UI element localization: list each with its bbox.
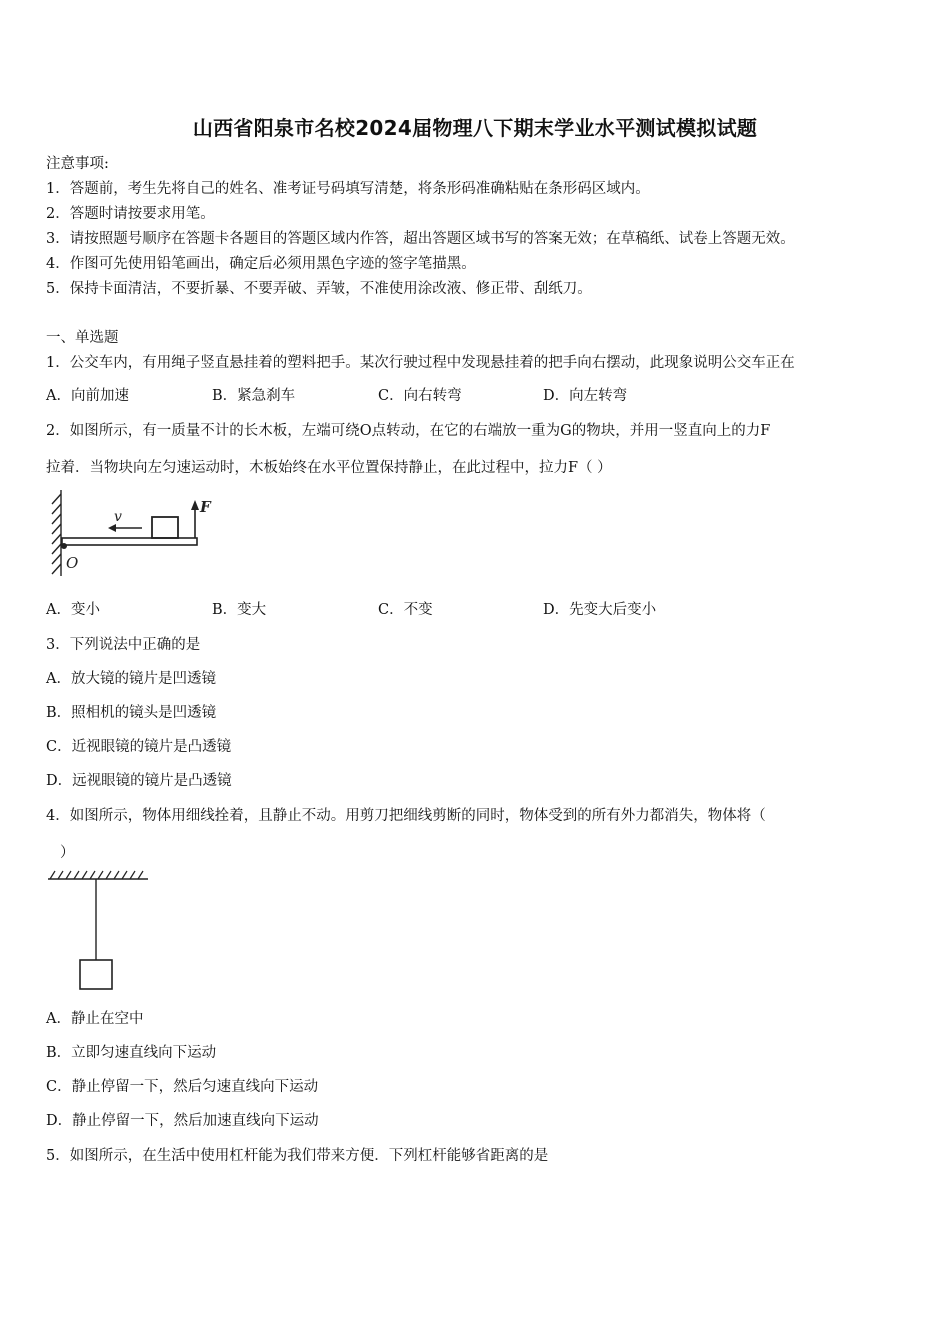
q3-option-b: B．照相机的镜头是凹透镜 <box>46 705 217 721</box>
q1-option-d: D．向左转弯 <box>543 388 628 404</box>
notice-heading: 注意事项: <box>46 156 109 172</box>
q3-option-c: C．近视眼镜的镜片是凸透镜 <box>46 739 232 755</box>
lever-diagram <box>44 488 224 580</box>
q1-option-c: C．向右转弯 <box>378 388 462 404</box>
wall-hatch <box>52 490 61 576</box>
wooden-board <box>62 538 197 545</box>
q2-option-d: D．先变大后变小 <box>543 602 657 618</box>
block <box>152 517 178 538</box>
velocity-label: v <box>114 509 122 525</box>
question-5-text: 5．如图所示，在生活中使用杠杆能为我们带来方便．下列杠杆能够省距离的是 <box>46 1148 549 1164</box>
q2-option-a: A．变小 <box>46 602 100 618</box>
q2-option-c: C．不变 <box>378 602 433 618</box>
hanging-block <box>80 960 112 989</box>
q4-option-c: C．静止停留一下，然后匀速直线向下运动 <box>46 1079 319 1095</box>
question-1-text: 1．公交车内，有用绳子竖直悬挂着的塑料把手。某次行驶过程中发现悬挂着的把手向右摆动，此现象说明公交车正在 <box>46 355 795 371</box>
q3-option-a: A．放大镜的镜片是凹透镜 <box>46 671 216 687</box>
notice-item: 4．作图可先使用铅笔画出，确定后必须用黑色字迹的签字笔描黑。 <box>46 256 476 272</box>
page-title: 山西省阳泉市名校2024届物理八下期末学业水平测试模拟试题 <box>192 116 758 140</box>
pivot-label: O <box>66 554 79 572</box>
q4-option-d: D．静止停留一下，然后加速直线向下运动 <box>46 1113 319 1129</box>
q2-option-b: B．变大 <box>212 602 267 618</box>
question-2-text-cont: 拉着．当物块向左匀速运动时，木板始终在水平位置保持静止，在此过程中，拉力F（ ） <box>46 460 612 476</box>
notice-item: 1．答题前，考生先将自己的姓名、准考证号码填写清楚，将条形码准确粘贴在条形码区域内。 <box>46 181 650 197</box>
notice-item: 3．请按照题号顺序在答题卡各题目的答题区域内作答，超出答题区域书写的答案无效；在草稿纸、试卷上答题无效。 <box>46 231 795 247</box>
force-label: F <box>200 498 211 516</box>
question-3-text: 3．下列说法中正确的是 <box>46 637 201 653</box>
notice-item: 2．答题时请按要求用笔。 <box>46 206 215 222</box>
force-arrowhead <box>191 500 199 510</box>
notice-item: 5．保持卡面清洁，不要折暴、不要弄破、弄皱，不准使用涂改液、修正带、刮纸刀。 <box>46 281 592 297</box>
question-4-text: 4．如图所示，物体用细线拴着，且静止不动。用剪刀把细线剪断的同时，物体受到的所有外力都消失，物体将（ <box>46 808 766 824</box>
q1-option-b: B．紧急刹车 <box>212 388 296 404</box>
q4-option-a: A．静止在空中 <box>46 1011 144 1027</box>
section-heading: 一、单选题 <box>46 330 119 346</box>
hanging-block-diagram <box>44 868 154 993</box>
question-4-text-cont: ） <box>60 845 75 861</box>
ceiling-hatch <box>50 871 143 879</box>
q4-option-b: B．立即匀速直线向下运动 <box>46 1045 217 1061</box>
q1-option-a: A．向前加速 <box>46 388 129 404</box>
velocity-arrowhead <box>108 524 116 532</box>
question-2-text: 2．如图所示，有一质量不计的长木板，左端可绕O点转动，在它的右端放一重为G的物块，并用一竖直向上的力F <box>46 423 771 439</box>
q3-option-d: D．远视眼镜的镜片是凸透镜 <box>46 773 232 789</box>
pivot-point <box>61 543 67 549</box>
